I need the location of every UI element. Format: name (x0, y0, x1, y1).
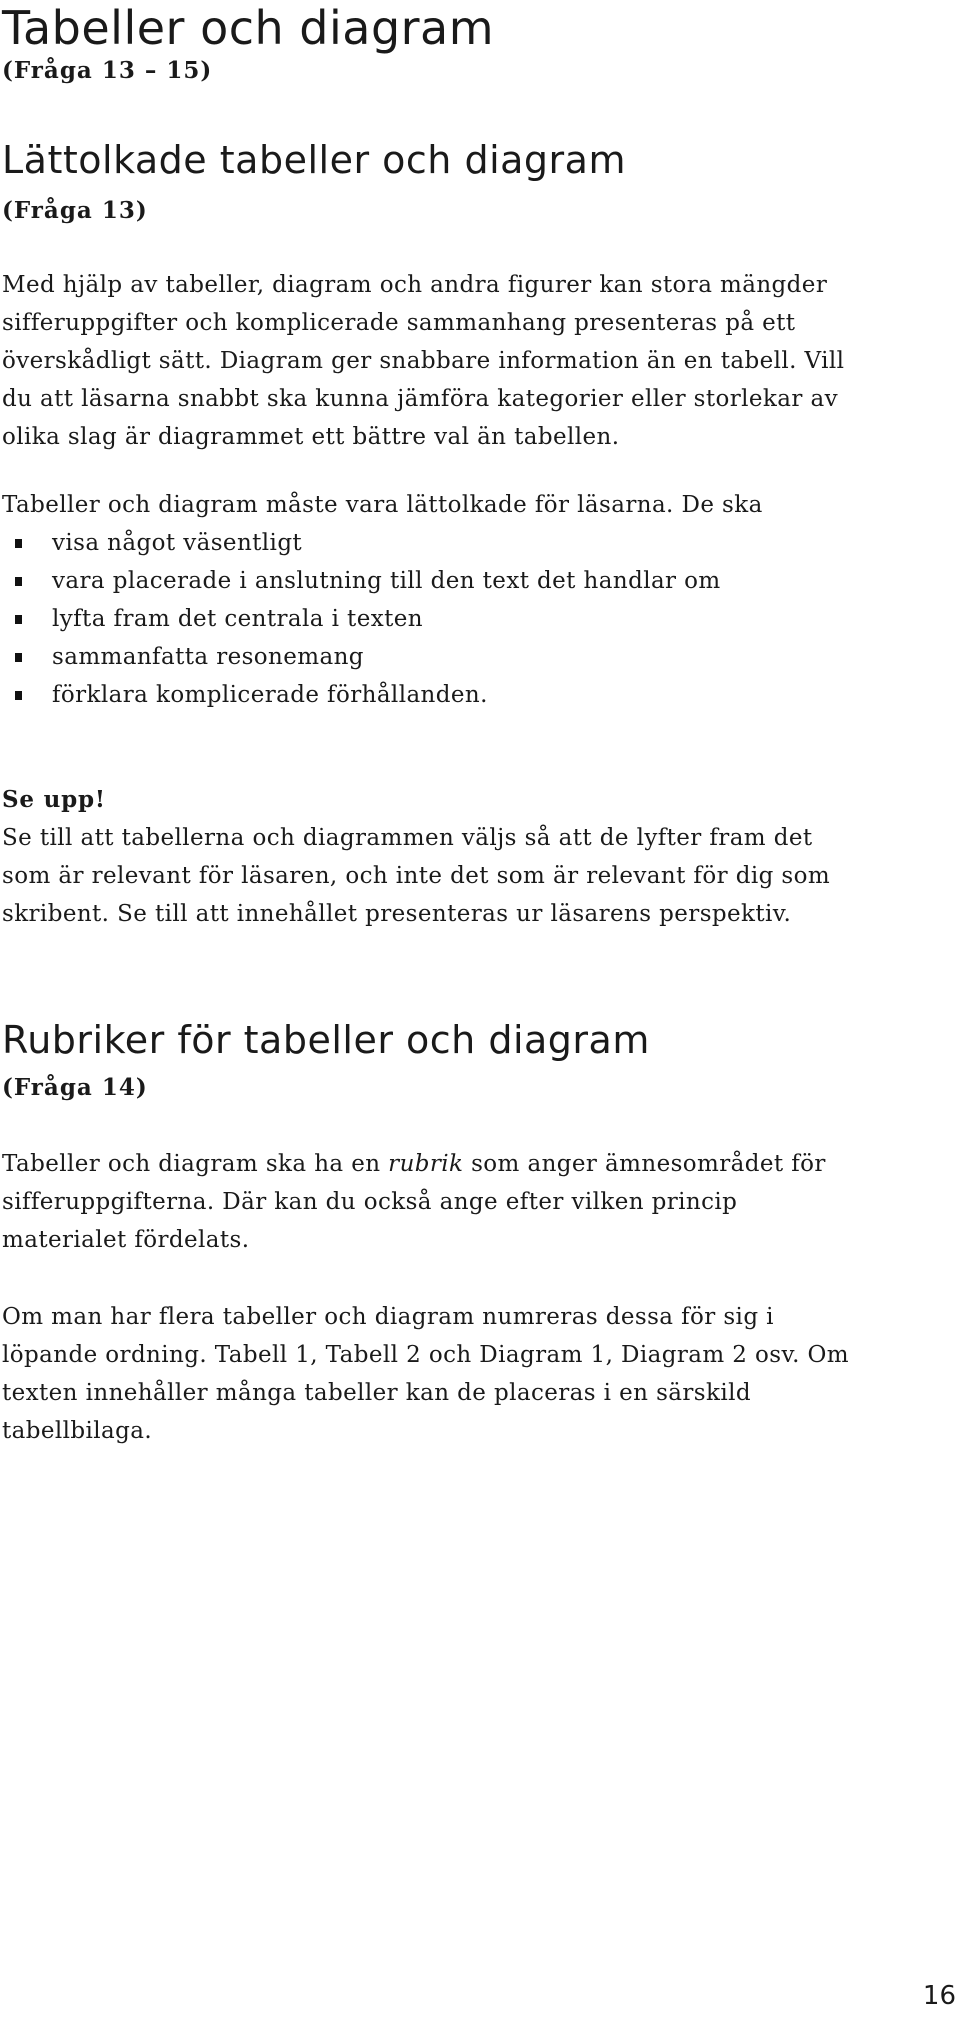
list-item (2, 524, 902, 562)
paragraph-line: tabellbilaga. (2, 1418, 153, 1444)
page-number: 16 (922, 1981, 956, 2011)
paragraph-line: olika slag är diagrammet ett bättre val än tabellen. (2, 424, 620, 450)
paragraph-line: materialet fördelats. (2, 1227, 250, 1253)
list-item (2, 600, 902, 638)
paragraph-line: Om man har flera tabeller och diagram numreras dessa för sig i (2, 1304, 774, 1330)
list-item-text: lyfta fram det centrala i texten (52, 606, 423, 632)
paragraph-line: du att läsarna snabbt ska kunna jämföra kategorier eller storlekar av (2, 386, 838, 412)
section2-paragraph-2 (2, 1298, 952, 1450)
text-run: som anger ämnesområdet för (463, 1151, 826, 1177)
paragraph-line: sifferuppgifter och komplicerade sammanhang presenteras på ett (2, 310, 796, 336)
list-item-text: vara placerade i anslutning till den text det handlar om (52, 568, 721, 594)
paragraph-line: sifferuppgifterna. Där kan du också ange efter vilken princip (2, 1189, 738, 1215)
list-item (2, 562, 902, 600)
warning-title: Se upp! (2, 786, 106, 813)
list-item (2, 676, 902, 714)
warning-paragraph (2, 819, 952, 933)
section1-question-ref: (Fråga 13) (2, 197, 148, 224)
main-heading: Tabeller och diagram (2, 1, 495, 55)
square-bullet-icon (15, 691, 22, 700)
square-bullet-icon (15, 615, 22, 624)
main-question-ref: (Fråga 13 – 15) (2, 57, 213, 84)
list-item (2, 638, 902, 676)
paragraph-line: skribent. Se till att innehållet presenteras ur läsarens perspektiv. (2, 901, 792, 927)
paragraph-line: Se till att tabellerna och diagrammen väljs så att de lyfter fram det (2, 825, 813, 851)
emphasized-term: rubrik (388, 1151, 464, 1177)
requirements-list (2, 524, 902, 714)
section1-paragraph-2-intro (2, 486, 952, 524)
list-item-text: sammanfatta resonemang (52, 644, 364, 670)
paragraph-line: Med hjälp av tabeller, diagram och andra figurer kan stora mängder (2, 272, 828, 298)
section1-heading: Lättolkade tabeller och diagram (2, 138, 626, 182)
paragraph-line: som är relevant för läsaren, och inte det som är relevant för dig som (2, 863, 831, 889)
square-bullet-icon (15, 577, 22, 586)
list-item-text: förklara komplicerade förhållanden. (52, 682, 488, 708)
section2-question-ref: (Fråga 14) (2, 1074, 148, 1101)
paragraph-line: överskådligt sätt. Diagram ger snabbare information än en tabell. Vill (2, 348, 845, 374)
square-bullet-icon (15, 653, 22, 662)
section1-paragraph-1 (2, 266, 952, 456)
paragraph-line: texten innehåller många tabeller kan de placeras i en särskild (2, 1380, 751, 1406)
section2-paragraph-1 (2, 1145, 952, 1259)
square-bullet-icon (15, 539, 22, 548)
text-run: Tabeller och diagram ska ha en (2, 1151, 389, 1177)
list-item-text: visa något väsentligt (52, 530, 303, 556)
paragraph-line (2, 1145, 952, 1183)
section2-heading: Rubriker för tabeller och diagram (2, 1018, 650, 1062)
paragraph-line: Tabeller och diagram måste vara lättolkade för läsarna. De ska (2, 492, 763, 518)
paragraph-line: löpande ordning. Tabell 1, Tabell 2 och Diagram 1, Diagram 2 osv. Om (2, 1342, 850, 1368)
